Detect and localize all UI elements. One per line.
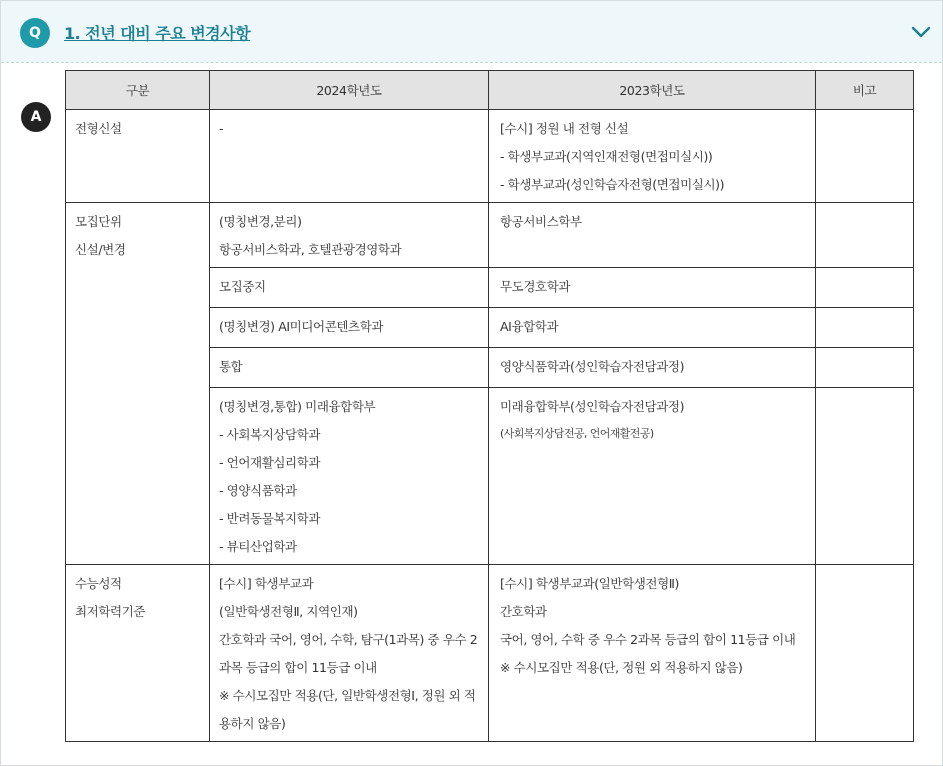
header-2024: 2024학년도 [210, 71, 489, 110]
y2024-cell [210, 308, 489, 348]
question-badge: Q [20, 18, 50, 48]
cell-text: 통합 [219, 359, 243, 374]
changes-table [65, 70, 914, 742]
cell-text: 미래융합학부(성인학습자전담과정) [500, 399, 685, 414]
category-cell [66, 565, 210, 742]
note-cell [816, 348, 914, 388]
cell-text: 무도경호학과 [500, 279, 571, 294]
cell-text: ※ 수시모집만 적용(단, 일반학생전형I, 정원 외 적용하지 않음) [219, 688, 476, 731]
cell-text: AI융합학과 [500, 319, 559, 334]
y2024-cell [210, 203, 489, 268]
cell-text: - [219, 121, 224, 136]
note-cell [816, 110, 914, 203]
cell-text: [수시] 정원 내 전형 신설 [500, 121, 629, 136]
cell-text: - 학생부교과(성인학습자전형(면접미실시)) [500, 177, 725, 192]
note-cell [816, 308, 914, 348]
y2024-cell [210, 110, 489, 203]
cell-text: 국어, 영어, 수학 중 우수 2과목 등급의 합이 11등급 이내 [500, 632, 796, 647]
cell-text: (명칭변경,분리) [219, 214, 302, 229]
category-text: 전형신설 [75, 121, 122, 136]
answer-badge: A [21, 102, 51, 132]
cell-text: - 뷰티산업학과 [219, 539, 297, 554]
y2024-cell [210, 388, 489, 565]
cell-text: 항공서비스학부 [500, 214, 582, 229]
cell-text: 항공서비스학과, 호텔관광경영학과 [219, 242, 402, 257]
y2023-cell [489, 203, 816, 268]
y2023-cell [489, 110, 816, 203]
cell-text: - 반려동물복지학과 [219, 511, 321, 526]
category-text: 모집단위 [75, 214, 122, 229]
table-row [66, 203, 914, 268]
table-row [66, 565, 914, 742]
cell-text: (일반학생전형Ⅱ, 지역인재) [219, 604, 358, 619]
y2024-cell [210, 268, 489, 308]
cell-text: 영양식품학과(성인학습자전담과정) [500, 359, 685, 374]
cell-text: (사회복지상담전공, 언어재활전공) [500, 427, 654, 440]
y2024-cell [210, 565, 489, 742]
category-text: 신설/변경 [75, 242, 126, 257]
note-cell [816, 203, 914, 268]
category-cell [66, 203, 210, 565]
y2023-cell [489, 388, 816, 565]
y2023-cell [489, 268, 816, 308]
cell-text: - 사회복지상담학과 [219, 427, 321, 442]
category-text: 최저학력기준 [75, 604, 146, 619]
cell-text: [수시] 학생부교과 [219, 576, 314, 591]
y2024-cell [210, 348, 489, 388]
header-category: 구분 [66, 71, 210, 110]
note-cell [816, 565, 914, 742]
cell-text: (명칭변경,통합) 미래융합학부 [219, 399, 376, 414]
table-header-row [66, 71, 914, 110]
note-cell [816, 388, 914, 565]
chevron-down-icon[interactable] [910, 24, 932, 40]
cell-text: - 학생부교과(지역인재전형(면접미실시)) [500, 149, 713, 164]
cell-text: [수시] 학생부교과(일반학생전형Ⅱ) [500, 576, 680, 591]
header-2023: 2023학년도 [489, 71, 816, 110]
y2023-cell [489, 565, 816, 742]
cell-text: 간호학과 국어, 영어, 수학, 탐구(1과목) 중 우수 2과목 등급의 합이 11등급 이내 [219, 632, 478, 675]
table-row [66, 110, 914, 203]
category-text: 수능성적 [75, 576, 122, 591]
cell-text: (명칭변경) AI미디어콘텐츠학과 [219, 319, 384, 334]
cell-text: - 영양식품학과 [219, 483, 297, 498]
cell-text: ※ 수시모집만 적용(단, 정원 외 적용하지 않음) [500, 660, 743, 675]
y2023-cell [489, 348, 816, 388]
y2023-cell [489, 308, 816, 348]
cell-text: - 언어재활심리학과 [219, 455, 321, 470]
question-bar[interactable] [1, 1, 942, 63]
cell-text: 모집중지 [219, 279, 266, 294]
category-cell [66, 110, 210, 203]
note-cell [816, 268, 914, 308]
cell-text: 간호학과 [500, 604, 547, 619]
header-note: 비고 [816, 71, 914, 110]
question-title[interactable]: 1. 전년 대비 주요 변경사항 [64, 24, 251, 43]
